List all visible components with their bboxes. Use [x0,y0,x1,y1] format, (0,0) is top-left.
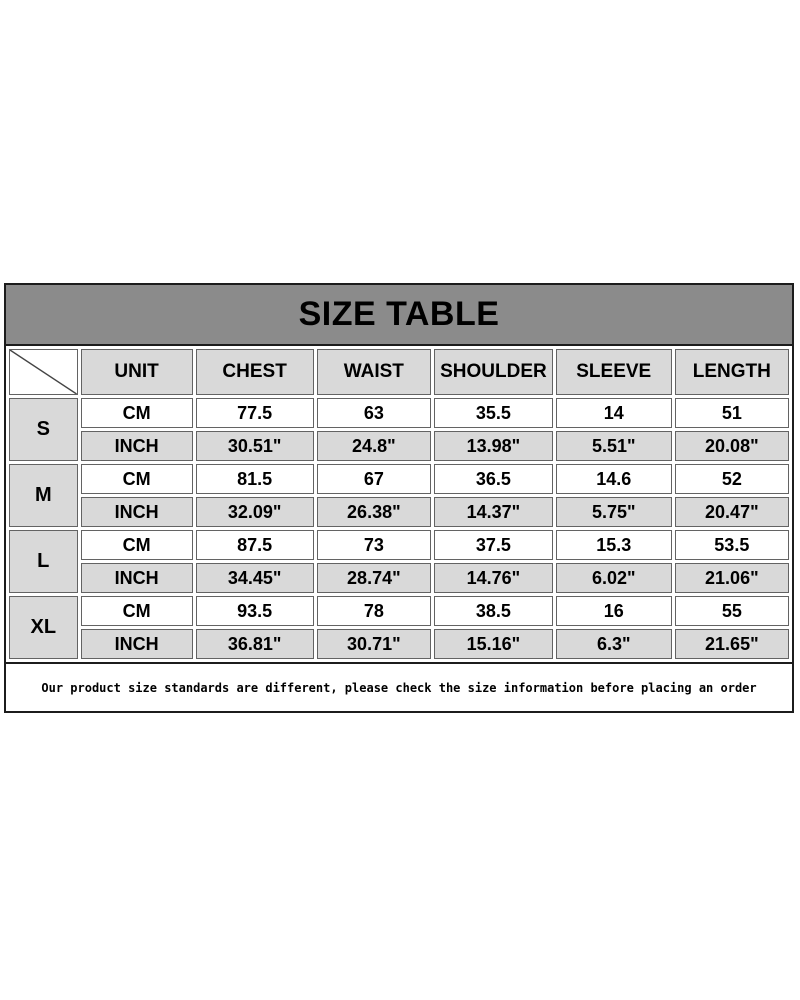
cell-m-cm-shoulder: 36.5 [434,464,553,494]
unit-cell: INCH [81,629,193,659]
cell-l-inch-chest: 34.45" [196,563,314,593]
diagonal-slash-icon [10,350,77,394]
table-row-l-inch [9,563,789,593]
unit-cell: CM [81,596,193,626]
unit-cell: CM [81,398,193,428]
corner-cell [9,349,78,395]
table-row-m-cm [9,464,789,494]
col-header-length: LENGTH [675,349,789,395]
cell-l-cm-waist: 73 [317,530,431,560]
cell-xl-cm-sleeve: 16 [556,596,672,626]
cell-xl-cm-chest: 93.5 [196,596,314,626]
table-row-xl-inch [9,629,789,659]
cell-m-cm-waist: 67 [317,464,431,494]
cell-xl-cm-waist: 78 [317,596,431,626]
cell-l-inch-sleeve: 6.02" [556,563,672,593]
size-chart [4,283,794,713]
cell-s-inch-shoulder: 13.98" [434,431,553,461]
cell-s-inch-length: 20.08" [675,431,789,461]
size-table [6,346,792,662]
cell-s-inch-chest: 30.51" [196,431,314,461]
unit-cell: INCH [81,497,193,527]
cell-xl-cm-length: 55 [675,596,789,626]
unit-cell: INCH [81,431,193,461]
cell-m-cm-chest: 81.5 [196,464,314,494]
cell-m-inch-length: 20.47" [675,497,789,527]
cell-m-inch-sleeve: 5.75" [556,497,672,527]
cell-m-inch-shoulder: 14.37" [434,497,553,527]
cell-l-cm-chest: 87.5 [196,530,314,560]
cell-l-inch-shoulder: 14.76" [434,563,553,593]
col-header-chest: CHEST [196,349,314,395]
table-row-xl-cm [9,596,789,626]
cell-xl-cm-shoulder: 38.5 [434,596,553,626]
cell-s-cm-sleeve: 14 [556,398,672,428]
cell-l-cm-shoulder: 37.5 [434,530,553,560]
table-row-l-cm [9,530,789,560]
size-label-l: L [9,530,78,593]
size-label-xl: XL [9,596,78,659]
table-row-s-cm [9,398,789,428]
cell-s-inch-waist: 24.8" [317,431,431,461]
cell-s-cm-chest: 77.5 [196,398,314,428]
header-row [9,349,789,395]
col-header-sleeve: SLEEVE [556,349,672,395]
unit-cell: INCH [81,563,193,593]
col-header-shoulder: SHOULDER [434,349,553,395]
cell-xl-inch-sleeve: 6.3" [556,629,672,659]
cell-xl-inch-length: 21.65" [675,629,789,659]
cell-l-inch-length: 21.06" [675,563,789,593]
cell-l-cm-length: 53.5 [675,530,789,560]
size-label-m: M [9,464,78,527]
size-label-s: S [9,398,78,461]
cell-s-inch-sleeve: 5.51" [556,431,672,461]
cell-l-inch-waist: 28.74" [317,563,431,593]
cell-xl-inch-shoulder: 15.16" [434,629,553,659]
cell-xl-inch-waist: 30.71" [317,629,431,659]
col-header-waist: WAIST [317,349,431,395]
table-row-s-inch [9,431,789,461]
cell-s-cm-length: 51 [675,398,789,428]
size-chart-title: SIZE TABLE [6,285,792,346]
unit-cell: CM [81,464,193,494]
cell-s-cm-shoulder: 35.5 [434,398,553,428]
cell-m-cm-length: 52 [675,464,789,494]
cell-s-cm-waist: 63 [317,398,431,428]
unit-cell: CM [81,530,193,560]
size-note: Our product size standards are different, please check the size information before placing an order [6,662,792,711]
table-row-m-inch [9,497,789,527]
cell-m-inch-waist: 26.38" [317,497,431,527]
cell-l-cm-sleeve: 15.3 [556,530,672,560]
cell-m-inch-chest: 32.09" [196,497,314,527]
col-header-unit: UNIT [81,349,193,395]
cell-xl-inch-chest: 36.81" [196,629,314,659]
cell-m-cm-sleeve: 14.6 [556,464,672,494]
